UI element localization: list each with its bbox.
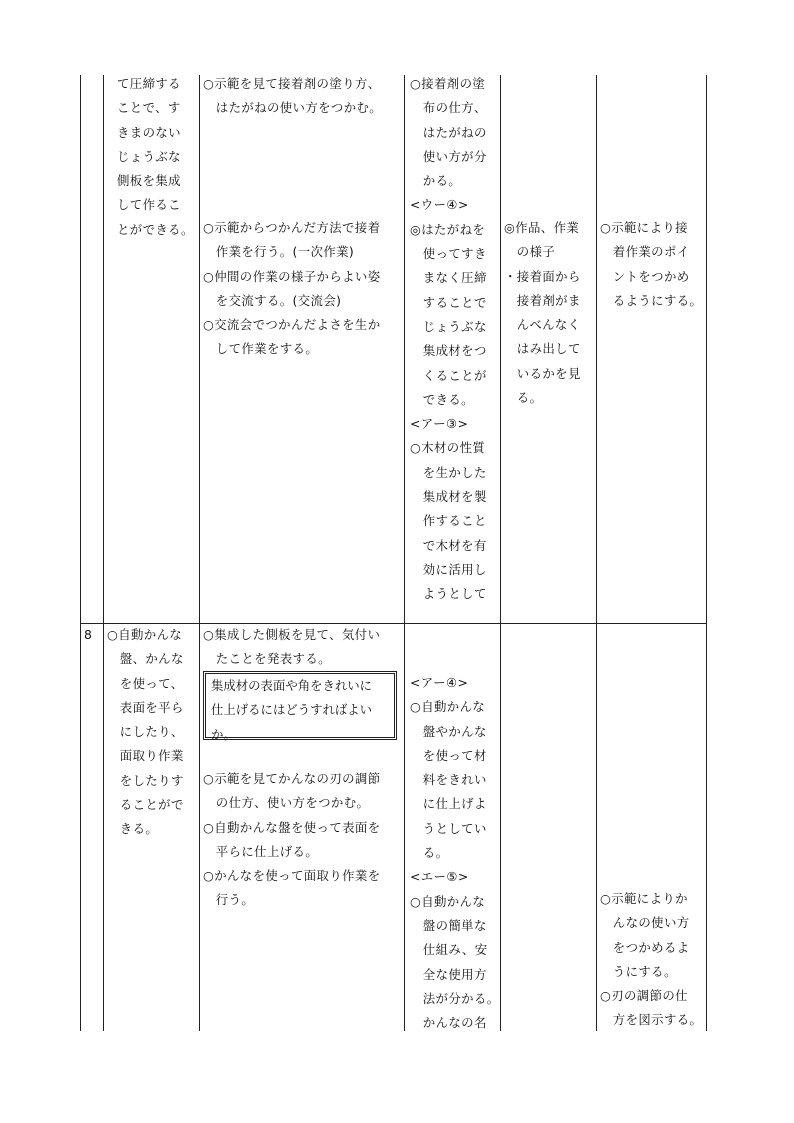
row2-activity-block-1 bbox=[203, 623, 403, 672]
text-line: いるかを見 bbox=[504, 365, 581, 381]
text-line: ○かんなを使って面取り作業を bbox=[203, 868, 381, 884]
row1-criteria-cell bbox=[410, 72, 502, 607]
text-line: に仕上げよ bbox=[410, 796, 487, 812]
row1-activity-block-1 bbox=[203, 72, 403, 121]
text-line: をしたりす bbox=[107, 772, 184, 788]
text-line: はみ出して bbox=[504, 341, 581, 357]
text-line: ことで、す bbox=[117, 100, 181, 116]
text-line: ○示範からつかんだ方法で接着 bbox=[203, 220, 381, 235]
text-line: 平らに仕上げる。 bbox=[203, 843, 319, 859]
text-line: ◎はたがねを bbox=[410, 221, 486, 237]
text-line: ○示範によりか bbox=[600, 891, 688, 906]
text-line: 表面を平ら bbox=[107, 699, 184, 715]
text-line: 集成材をつ bbox=[410, 343, 487, 359]
text-line: 面取り作業 bbox=[107, 748, 184, 764]
row2-criteria-cell bbox=[410, 671, 502, 1035]
text-line: ○自動かんな bbox=[410, 893, 486, 909]
text-line: て圧締する bbox=[117, 76, 181, 91]
row1-support-cell bbox=[600, 216, 706, 313]
text-line: できる。 bbox=[410, 391, 474, 407]
text-line: 使ってすき bbox=[410, 246, 487, 262]
text-line: 効に活用し bbox=[410, 561, 487, 577]
text-line: ○示範を見てかんなの刃の調節 bbox=[203, 771, 381, 786]
text-line: <アー③> bbox=[410, 416, 469, 432]
table-border-right bbox=[706, 75, 707, 1031]
text-line: 使い方が分 bbox=[410, 148, 487, 164]
text-line: 着作業のポイ bbox=[600, 244, 690, 260]
text-line: 方を図示する。 bbox=[600, 1012, 703, 1028]
text-line: る。 bbox=[410, 845, 449, 861]
text-line: きる。 bbox=[107, 821, 159, 837]
text-line: 全な使用方 bbox=[410, 966, 487, 982]
text-line: 作業を行う。(一次作業) bbox=[203, 244, 355, 260]
text-line: ントをつかめ bbox=[600, 268, 690, 284]
text-line: とができる。 bbox=[117, 221, 194, 237]
column-divider bbox=[199, 75, 200, 1031]
text-line: んべんなく bbox=[504, 317, 581, 333]
text-line: を使って、 bbox=[107, 675, 184, 691]
column-divider bbox=[404, 75, 405, 1031]
text-line: 接着剤がま bbox=[504, 292, 581, 308]
text-line: はたがねの bbox=[410, 124, 487, 140]
text-line: くることが bbox=[410, 367, 487, 383]
text-line: んなの使い方 bbox=[600, 915, 690, 931]
text-line: ○自動かんな盤を使って表面を bbox=[203, 819, 381, 835]
text-line: はたがねの使い方をつかむ。 bbox=[203, 100, 383, 116]
text-line: <エー⑤> bbox=[410, 869, 469, 885]
text-line: じょうぶな bbox=[117, 148, 181, 164]
text-line: ◎作品、作業 bbox=[504, 220, 580, 235]
text-line: 盤やかんな bbox=[410, 723, 487, 739]
text-line: 仕上げるにはどうすればよい bbox=[211, 702, 373, 718]
text-line: うとしてい bbox=[410, 820, 487, 836]
text-line: で木材を有 bbox=[410, 537, 487, 553]
text-line: の様子 bbox=[504, 244, 556, 260]
row2-support-cell bbox=[600, 887, 706, 1033]
key-question-box bbox=[203, 671, 397, 740]
text-line: ○仲間の作業の様子からよい姿 bbox=[203, 268, 381, 284]
text-line: か。 bbox=[211, 726, 236, 742]
text-line: の仕方、使い方をつかむ。 bbox=[203, 795, 370, 811]
lesson-number: 8 bbox=[84, 627, 92, 642]
text-line: することで bbox=[410, 294, 487, 310]
text-line: ○集成した側板を見て、気付い bbox=[203, 627, 381, 642]
text-line: 仕組み、安 bbox=[410, 942, 488, 958]
row1-activity-block-2 bbox=[203, 216, 403, 362]
text-line: ○示範を見て接着剤の塗り方、 bbox=[203, 76, 381, 91]
text-line: ○自動かんな bbox=[410, 699, 486, 715]
text-line: 集成材の表面や角をきれいに bbox=[211, 678, 373, 693]
text-line: かる。 bbox=[410, 173, 462, 189]
text-line: <ウー④> bbox=[410, 197, 469, 213]
text-line: 盤、かんな bbox=[107, 651, 184, 667]
text-line: <アー④> bbox=[410, 675, 469, 690]
row2-objective-cell bbox=[107, 623, 199, 842]
text-line: にしたり、 bbox=[107, 724, 184, 740]
text-line: じょうぶな bbox=[410, 318, 487, 334]
text-line: 作すること bbox=[410, 513, 487, 529]
text-line: をつかめるよ bbox=[600, 939, 690, 955]
row2-activity-block-2 bbox=[203, 767, 403, 913]
text-line: ○木材の性質 bbox=[410, 440, 486, 456]
text-line: うにする。 bbox=[600, 963, 677, 979]
text-line: きまのない bbox=[117, 124, 181, 140]
column-divider bbox=[103, 75, 104, 1031]
row1-evaluation-cell bbox=[504, 216, 598, 410]
text-line: ・接着面から bbox=[504, 268, 581, 284]
text-line: るようにする。 bbox=[600, 292, 703, 308]
text-line: を交流する。(交流会) bbox=[203, 292, 342, 308]
text-line: たことを発表する。 bbox=[203, 651, 331, 667]
text-line: して作業をする。 bbox=[203, 341, 319, 357]
text-line: ○接着剤の塗 bbox=[410, 76, 486, 91]
text-line: 法が分かる。 bbox=[410, 990, 500, 1006]
text-line: ○交流会でつかんだよさを生か bbox=[203, 317, 381, 333]
row1-objective-cell bbox=[117, 72, 199, 242]
text-line: 行う。 bbox=[203, 892, 255, 908]
text-line: ○示範により接 bbox=[600, 220, 688, 235]
text-line: かんなの名 bbox=[410, 1015, 487, 1031]
text-line: ようとして bbox=[410, 586, 487, 602]
text-line: まなく圧締 bbox=[410, 270, 487, 286]
text-line: 側板を集成 bbox=[117, 173, 181, 189]
text-line: を生かした bbox=[410, 464, 487, 480]
text-line: る。 bbox=[504, 390, 543, 406]
text-line: 集成材を製 bbox=[410, 489, 487, 505]
text-line: ○刃の調節の仕 bbox=[600, 988, 688, 1004]
text-line: ることがで bbox=[107, 797, 184, 813]
text-line: 盤の簡単な bbox=[410, 917, 487, 933]
text-line: 料をきれい bbox=[410, 772, 487, 788]
text-line: を使って材 bbox=[410, 747, 487, 763]
text-line: ○自動かんな bbox=[107, 627, 183, 642]
table-border-left bbox=[80, 75, 81, 1031]
text-line: 布の仕方、 bbox=[410, 100, 487, 116]
text-line: して作るこ bbox=[117, 197, 181, 213]
